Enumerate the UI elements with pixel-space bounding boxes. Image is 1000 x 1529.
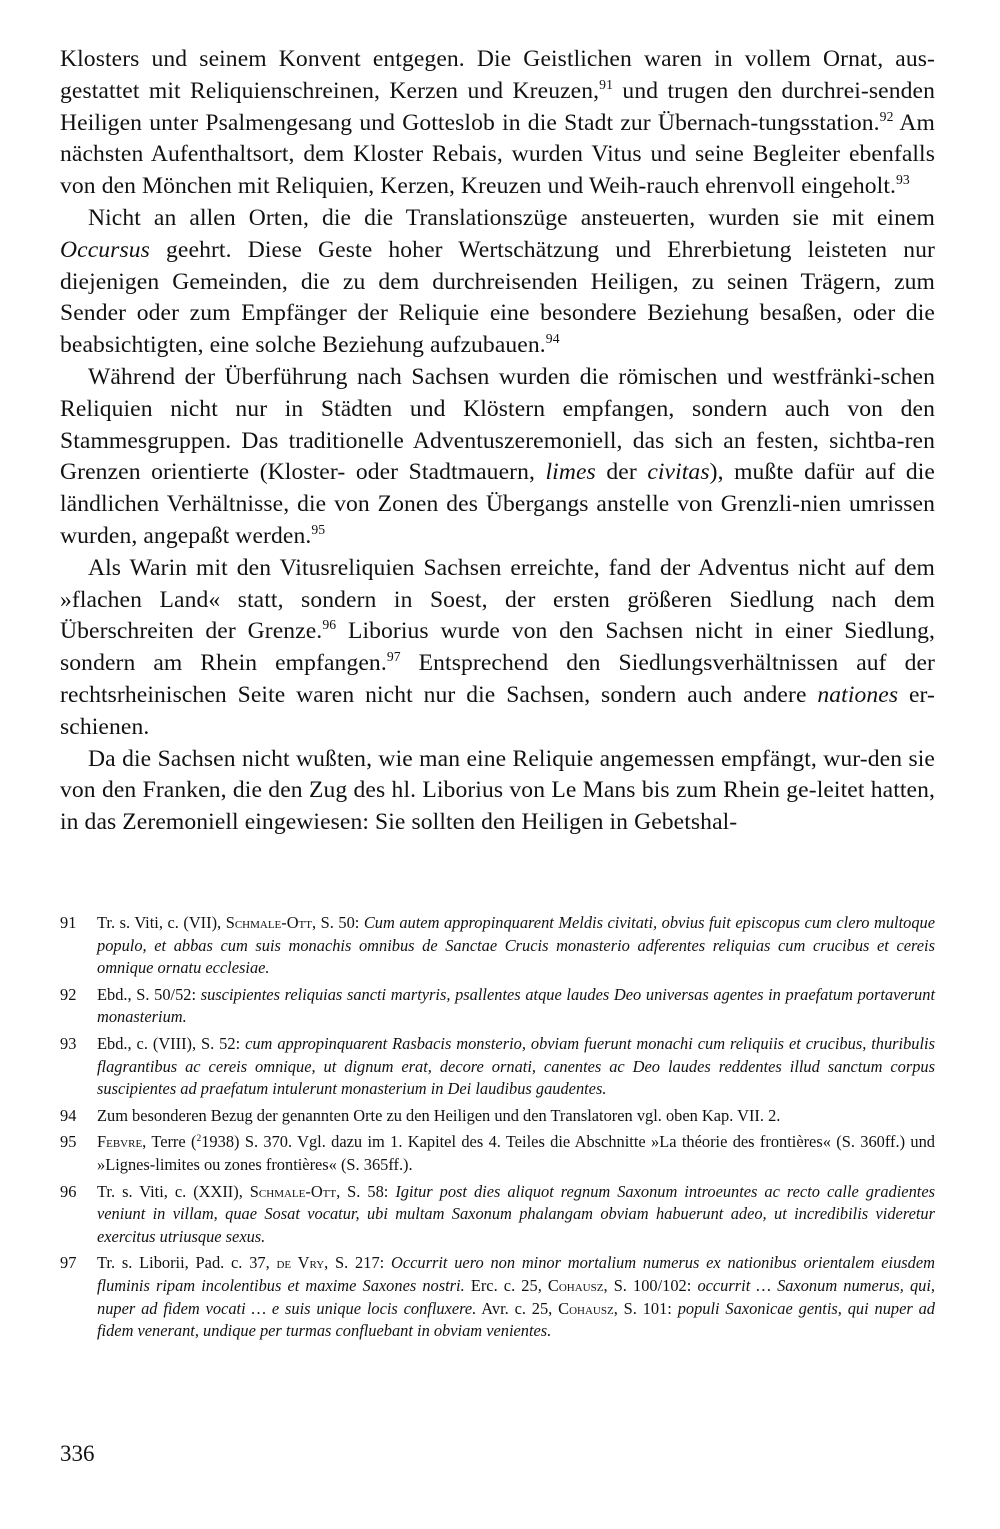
text-run: Liborius wurde von den Sachsen nicht in einer Siedlung, sondern am Rhein empfangen.	[60, 618, 935, 677]
italic-text: occurrit … Saxonum numerus, qui, nuper ad fidem vocati … e suis unique locis confluxere.	[97, 1275, 935, 1318]
text-run: Tr. s. Viti, c. (VII),	[97, 913, 226, 932]
text-run: , S. 50:	[312, 913, 364, 932]
text-run: Entsprechend den Siedlungsverhältnissen auf der rechtsrheinischen Seite waren nicht nur die Sachsen, sondern auch andere	[60, 650, 935, 708]
author-name: Schmale-Ott	[249, 1181, 337, 1201]
text-run: , S. 217:	[324, 1253, 391, 1273]
footnote	[60, 1181, 935, 1249]
text-run: und trugen den durchrei-senden Heiligen unter Psalmengesang und Gotteslob in die Stadt zur Übernach-tungsstation.	[60, 77, 935, 136]
main-text	[60, 44, 935, 839]
footnotes-section	[60, 912, 935, 1347]
footnote	[60, 1105, 935, 1128]
text-run: , S. 100/102:	[603, 1275, 698, 1295]
italic-text: populi Saxonicae gentis, qui nuper ad fidem venerant, undique per turmas confluebant in obviam venientes.	[97, 1298, 935, 1341]
text-run: Ebd., c. (VIII), S. 52:	[97, 1033, 246, 1053]
footnote	[60, 1252, 935, 1342]
italic-text: Igitur post dies aliquot regnum Saxonum introeuntes ac recto calle gradientes veniunt in villam, quae Sosat vocatur, ubi multam Saxonum phalangam obviam habuerunt adeo, ut incredibilis videretur exercitus utriusque sexus.	[97, 1181, 935, 1246]
italic-text: civitas	[647, 459, 710, 486]
footnote	[60, 912, 935, 980]
text-run: 1938) S. 370. Vgl. dazu im 1. Kapitel des 4. Teiles die Abschnitte »La théorie des frontières« (S. 360ff.) und »Lignes-limites ou zones frontières« (S. 365ff.).	[97, 1132, 935, 1174]
text-run: Während der Überführung nach Sachsen wurden die römischen und westfränki-schen Reliquien nicht nur in Städten und Klöstern empfangen, sondern auch von den Stammesgruppen. Das traditionelle Adventuszeremoniell, das sich an festen, sichtba-ren Grenzen orientierte (Kloster- oder Stadtmauern,	[60, 363, 935, 486]
text-run: Tr. s. Viti, c. (XXII),	[97, 1181, 250, 1201]
author-name: Schmale-Ott	[225, 913, 312, 932]
footnote-ref: 93	[895, 172, 910, 188]
text-run: Avr. c. 25,	[476, 1298, 559, 1318]
body-paragraph	[60, 44, 935, 203]
italic-text: Occursus	[60, 236, 150, 263]
page-number: 336	[60, 1441, 95, 1466]
footnote-number: 95	[60, 1132, 77, 1152]
body-paragraph	[60, 553, 935, 744]
text-run: , Terre (	[142, 1132, 197, 1152]
footnote-number: 93	[60, 1033, 77, 1053]
text-run: Am nächsten Aufenthaltsort, dem Kloster Rebais, wurden Vitus und seine Begleiter ebenfalls von den Mönchen mit Reliquien, Kerzen, Kreuzen und Weih-rauch ehrenvoll eingeholt.	[60, 109, 935, 200]
footnote-ref: 96	[322, 617, 337, 633]
footnote	[60, 1033, 935, 1101]
body-paragraph	[60, 744, 935, 839]
footnote	[60, 984, 935, 1029]
footnote-ref: 94	[545, 331, 560, 347]
author-name: de Vry	[276, 1253, 325, 1273]
footnote-ref: 91	[599, 76, 614, 92]
footnote-number: 96	[60, 1181, 77, 1201]
text-run: Als Warin mit den Vitusreliquien Sachsen erreichte, fand der Adventus nicht auf dem »flachen Land« statt, sondern in Soest, der ersten größeren Siedlung nach dem Überschreiten der Grenze.	[60, 554, 935, 645]
text-run: Tr. s. Liborii, Pad. c. 37,	[97, 1253, 277, 1273]
italic-text: Cum autem appropinquarent Meldis civitati, obvius fuit episcopus cum clero multoque populo, et abbas cum suis monachis omnibus de Sanctae Crucis monasterio adferentes reliquias cum crucibus et cereis omnique ornatu ecclesiae.	[97, 913, 935, 978]
body-paragraph	[60, 362, 935, 553]
text-run: der	[595, 459, 648, 486]
text-run: ), mußte dafür auf die ländlichen Verhältnisse, die von Zonen des Übergangs anstelle von Grenzli-nien umrissen wurden, angepaßt werden.	[60, 459, 935, 549]
text-run: , S. 58:	[336, 1181, 396, 1201]
italic-text: nationes	[817, 681, 899, 708]
text-run: Erc. c. 25,	[464, 1275, 548, 1295]
text-run: Klosters und seinem Konvent entgegen. Die Geistlichen waren in vollem Ornat, aus-gestattet mit Reliquienschreinen, Kerzen und Kreuzen,	[60, 46, 935, 104]
italic-text: cum appropinquarent Rasbacis monsterio, obviam fuerunt monachi cum reliquiis et crucibus, thuribulis flagrantibus ac cereis omnique, ut dignum erat, decore ornati, canentes ac Deo laudes reddentes illud sanctum corpus suscipientes ad praefatum intulerunt monasterium in Dei laudibus gaudentes.	[97, 1033, 935, 1099]
text-run: Zum besonderen Bezug der genannten Orte zu den Heiligen und den Translatoren vgl. oben Kap. VII. 2.	[97, 1105, 781, 1125]
footnote-ref: 92	[879, 108, 894, 124]
text-run: Ebd., S. 50/52:	[97, 984, 201, 1004]
text-run: Nicht an allen Orten, die die Translationszüge ansteuerten, wurden sie mit einem	[88, 204, 935, 231]
footnote-ref: 95	[311, 522, 326, 538]
text-run: er-schienen.	[60, 681, 935, 740]
footnote	[60, 1131, 935, 1176]
italic-text: limes	[545, 459, 596, 486]
footnote-ref: 2	[196, 1134, 202, 1145]
body-paragraph	[60, 203, 935, 362]
footnote-number: 92	[60, 984, 77, 1004]
italic-text: Occurrit uero non minor mortalium numerus ex nationibus orientalem eiusdem fluminis ripam incolentibus et maxime Saxones nostri.	[97, 1253, 935, 1295]
author-name: Cohausz	[558, 1298, 614, 1318]
italic-text: suscipientes reliquias sancti martyris, psallentes atque laudes Deo universas agentes in praefatum portaverunt monasterium.	[97, 984, 935, 1027]
author-name: Cohausz	[547, 1275, 604, 1295]
text-run: , S. 101:	[613, 1298, 678, 1318]
footnote-number: 97	[60, 1253, 77, 1273]
text-run: geehrt. Diese Geste hoher Wertschätzung und Ehrerbietung leisteten nur diejenigen Gemeinden, die zu dem durchreisenden Heiligen, zu seinen Trägern, zum Sender oder zum Empfänger der Reliquie eine besondere Beziehung besaßen, oder die beabsichtigten, eine solche Beziehung aufzubauen.	[60, 236, 935, 359]
footnote-number: 94	[60, 1105, 77, 1125]
text-run: Da die Sachsen nicht wußten, wie man eine Reliquie angemessen empfängt, wur-den sie von den Franken, die den Zug des hl. Liborius von Le Mans bis zum Rhein ge-leitet hatten, in das Zeremoniell eingewiesen: Sie sollten den Heiligen in Gebetshal-	[60, 745, 935, 836]
footnote-ref: 97	[386, 649, 401, 665]
author-name: Febvre	[97, 1132, 143, 1152]
footnote-number: 91	[60, 913, 77, 932]
